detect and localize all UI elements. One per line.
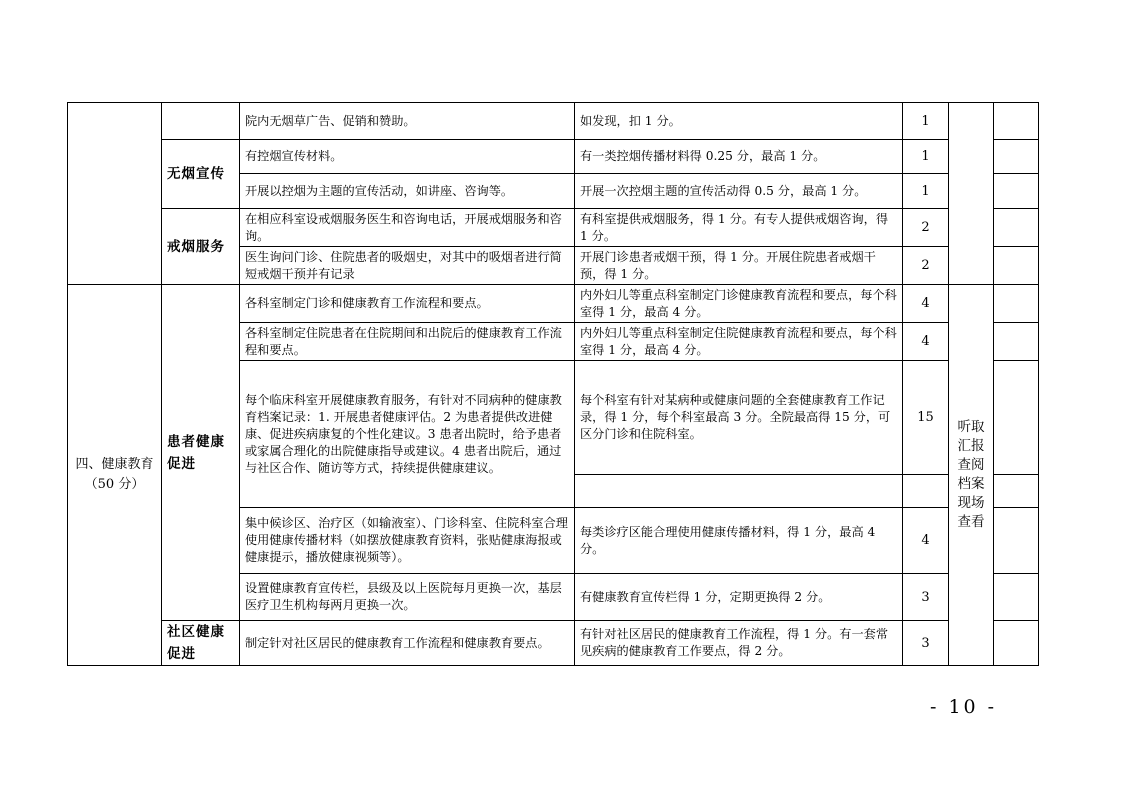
content-cell: 有控烟宣传材料。 xyxy=(240,140,575,174)
blank-cell xyxy=(994,508,1039,574)
content-cell: 集中候诊区、治疗区（如输液室）、门诊科室、住院科室合理使用健康传播材料（如摆放健康教育资料，张贴健康海报或健康提示，播放健康视频等）。 xyxy=(240,508,575,574)
content-cell: 院内无烟草广告、促销和赞助。 xyxy=(240,103,575,140)
content-cell: 设置健康教育宣传栏，县级及以上医院每月更换一次，基层医疗卫生机构每两月更换一次。 xyxy=(240,574,575,621)
subcategory-cell: 戒烟服务 xyxy=(162,209,240,285)
blank-cell xyxy=(994,621,1039,666)
blank-cell xyxy=(994,247,1039,285)
category-cell-empty xyxy=(68,103,162,285)
table-row xyxy=(68,621,1039,666)
evaluation-table xyxy=(67,102,1039,666)
score-cell: 15 xyxy=(903,361,949,475)
table-row xyxy=(68,209,1039,247)
criteria-cell xyxy=(575,475,903,508)
content-cell: 每个临床科室开展健康教育服务，有针对不同病种的健康教育档案记录：1. 开展患者健康评估。2 为患者提供改进健康、促进疾病康复的个性化建议。3 患者出院时，给予患者或家属合理化的出院健康指导或建议。4 患者出院后，通过与社区合作、随访等方式，持续提供健康建议。 xyxy=(240,361,575,508)
category-points: （50 分） xyxy=(84,477,145,492)
blank-cell xyxy=(994,140,1039,174)
criteria-cell: 有健康教育宣传栏得 1 分，定期更换得 2 分。 xyxy=(575,574,903,621)
subcategory-cell: 社区健康促进 xyxy=(162,621,240,666)
table-row xyxy=(68,140,1039,174)
criteria-cell: 每类诊疗区能合理使用健康传播材料，得 1 分，最高 4 分。 xyxy=(575,508,903,574)
blank-cell xyxy=(994,361,1039,475)
score-cell: 1 xyxy=(903,103,949,140)
score-cell xyxy=(903,475,949,508)
score-cell: 3 xyxy=(903,574,949,621)
blank-cell xyxy=(994,475,1039,508)
score-cell: 1 xyxy=(903,140,949,174)
score-cell: 4 xyxy=(903,323,949,361)
score-cell: 2 xyxy=(903,247,949,285)
table-row xyxy=(68,285,1039,323)
blank-cell xyxy=(994,574,1039,621)
criteria-cell: 如发现，扣 1 分。 xyxy=(575,103,903,140)
method-cell-empty xyxy=(949,103,994,285)
criteria-cell: 有针对社区居民的健康教育工作流程，得 1 分。有一套常见疾病的健康教育工作要点，得 2 分。 xyxy=(575,621,903,666)
criteria-cell: 有一类控烟传播材料得 0.25 分，最高 1 分。 xyxy=(575,140,903,174)
blank-cell xyxy=(994,103,1039,140)
content-cell: 各科室制定门诊和健康教育工作流程和要点。 xyxy=(240,285,575,323)
criteria-cell: 内外妇儿等重点科室制定住院健康教育流程和要点，每个科室得 1 分，最高 4 分。 xyxy=(575,323,903,361)
score-cell: 1 xyxy=(903,174,949,209)
category-title: 四、健康教育 xyxy=(75,457,154,472)
subcategory-cell: 无烟宣传 xyxy=(162,140,240,209)
content-cell: 各科室制定住院患者在住院期间和出院后的健康教育工作流程和要点。 xyxy=(240,323,575,361)
blank-cell xyxy=(994,174,1039,209)
score-cell: 4 xyxy=(903,508,949,574)
method-cell: 听取汇报查阅档案现场查看 xyxy=(949,285,994,666)
score-cell: 4 xyxy=(903,285,949,323)
criteria-cell: 有科室提供戒烟服务，得 1 分。有专人提供戒烟咨询，得 1 分。 xyxy=(575,209,903,247)
page-number: - 10 - xyxy=(930,696,998,718)
criteria-cell: 开展一次控烟主题的宣传活动得 0.5 分，最高 1 分。 xyxy=(575,174,903,209)
criteria-cell: 每个科室有针对某病种或健康问题的全套健康教育工作记录，得 1 分，每个科室最高 3 分。全院最高得 15 分，可区分门诊和住院科室。 xyxy=(575,361,903,475)
blank-cell xyxy=(994,209,1039,247)
table-row xyxy=(68,103,1039,140)
score-cell: 2 xyxy=(903,209,949,247)
category-cell xyxy=(68,285,162,666)
content-cell: 医生询问门诊、住院患者的吸烟史，对其中的吸烟者进行简短戒烟干预并有记录 xyxy=(240,247,575,285)
criteria-cell: 内外妇儿等重点科室制定门诊健康教育流程和要点，每个科室得 1 分，最高 4 分。 xyxy=(575,285,903,323)
blank-cell xyxy=(994,285,1039,323)
content-cell: 在相应科室设戒烟服务医生和咨询电话，开展戒烟服务和咨询。 xyxy=(240,209,575,247)
subcategory-cell-empty xyxy=(162,103,240,140)
content-cell: 开展以控烟为主题的宣传活动，如讲座、咨询等。 xyxy=(240,174,575,209)
subcategory-cell: 患者健康促进 xyxy=(162,285,240,621)
score-cell: 3 xyxy=(903,621,949,666)
blank-cell xyxy=(994,323,1039,361)
criteria-cell: 开展门诊患者戒烟干预，得 1 分。开展住院患者戒烟干预，得 1 分。 xyxy=(575,247,903,285)
content-cell: 制定针对社区居民的健康教育工作流程和健康教育要点。 xyxy=(240,621,575,666)
